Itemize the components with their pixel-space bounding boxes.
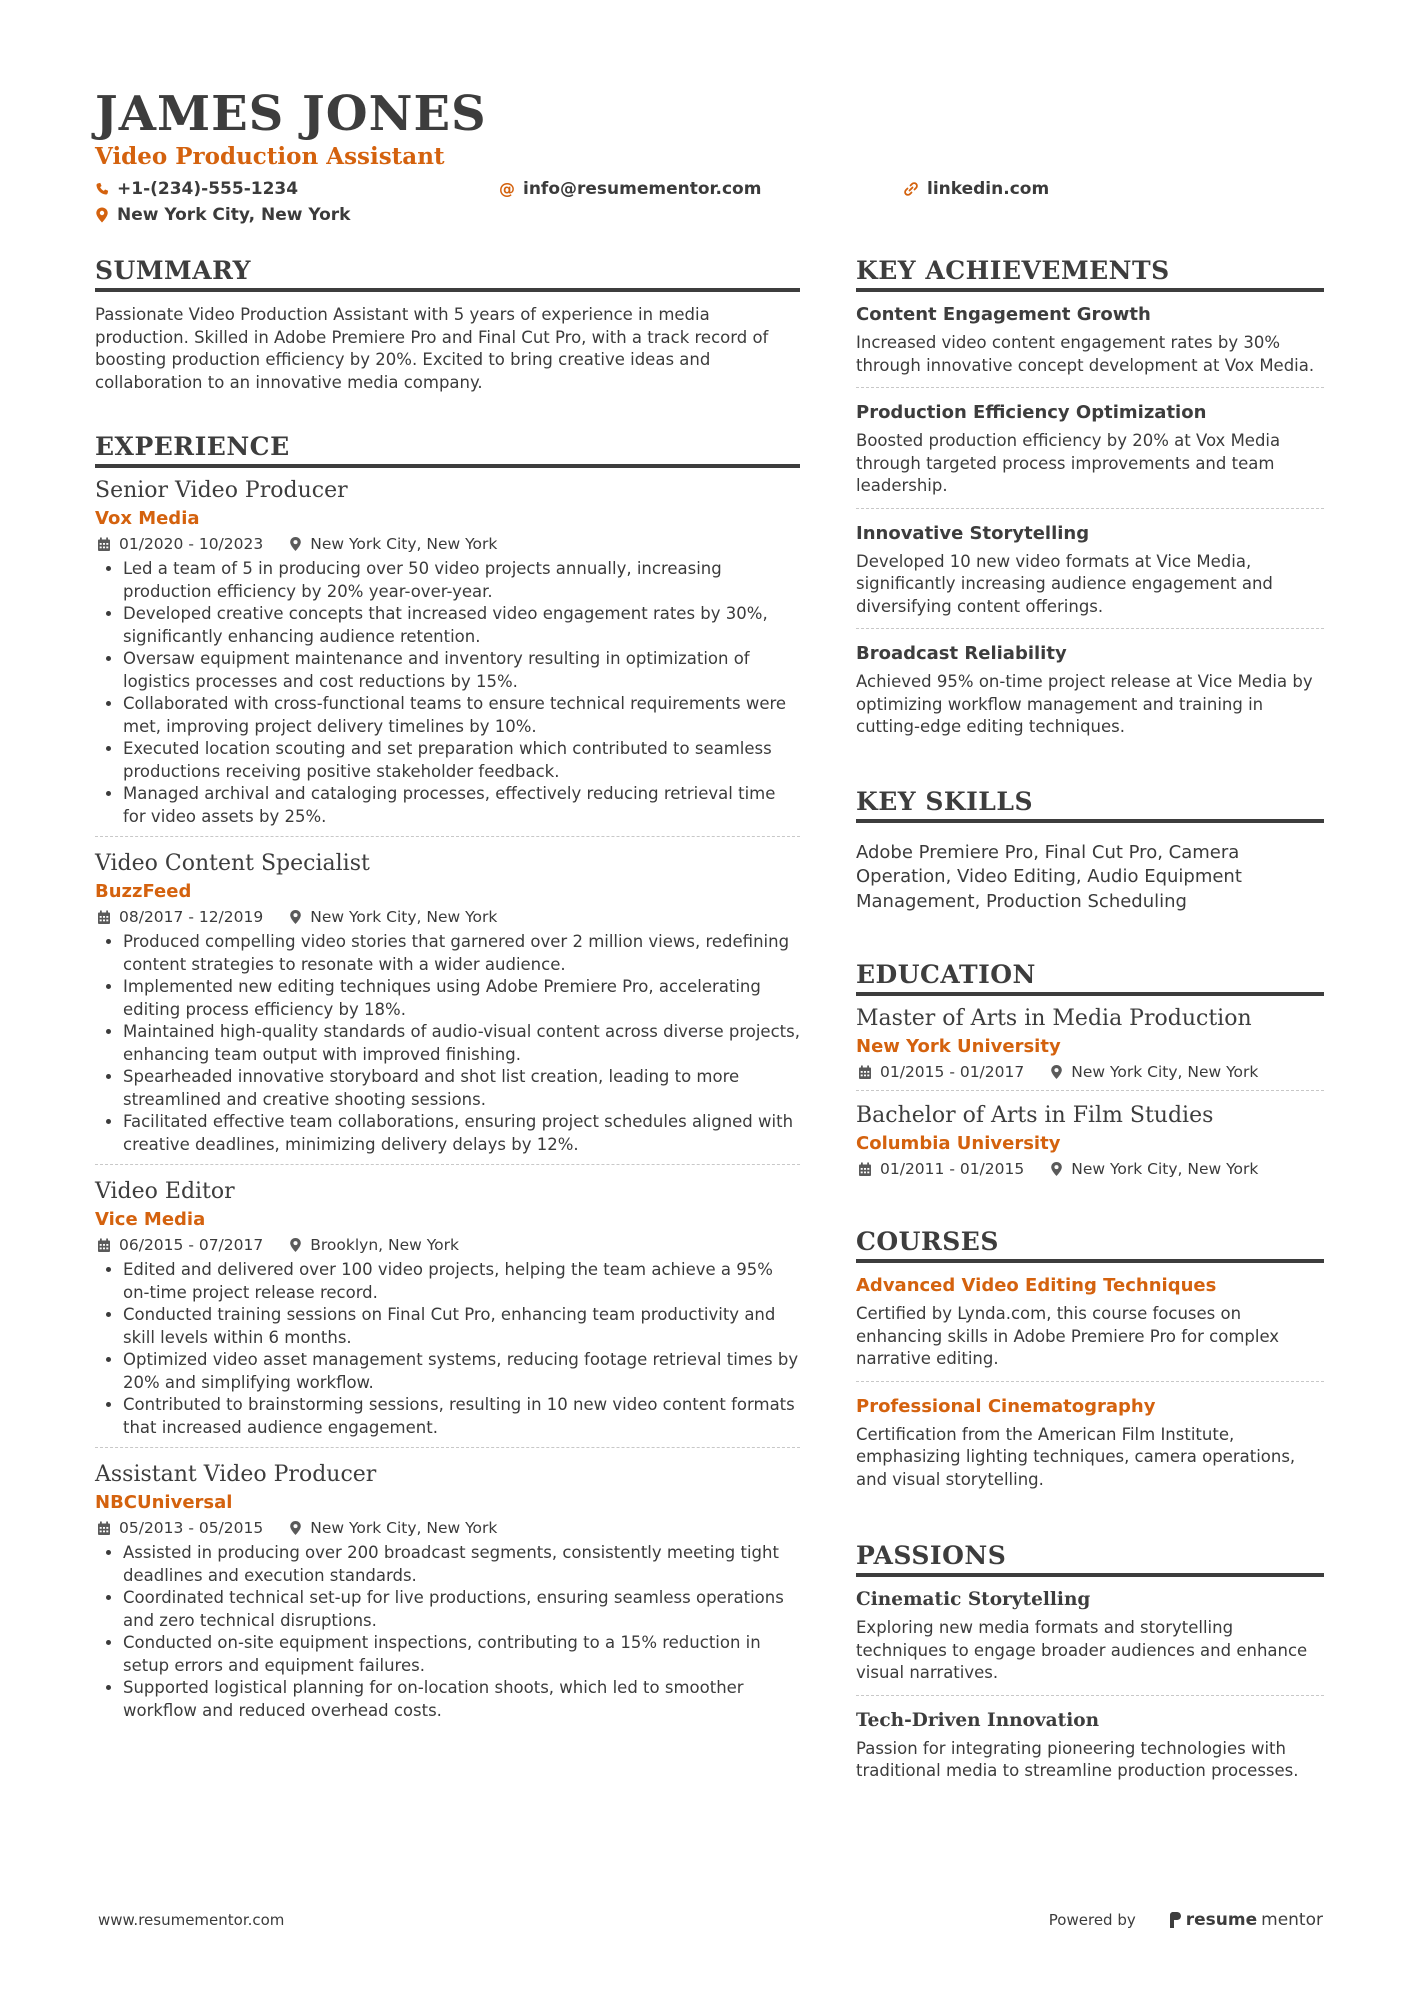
- phone-text: +1-(234)-555-1234: [117, 179, 299, 199]
- passion-item: [856, 1577, 1324, 1696]
- bullet-item: • Facilitated effective team collaborations, ensuring project schedules aligned with creative deadlines, minimizing delivery delays by 12%.: [123, 1111, 800, 1156]
- page-footer: [98, 1910, 1323, 1930]
- courses-list: [856, 1263, 1324, 1501]
- bullet-item: • Produced compelling video stories that garnered over 2 million views, redefining content strategies to resonate with a wider audience.: [123, 931, 800, 976]
- location-pin-icon: [289, 536, 302, 552]
- job-location: [289, 1233, 459, 1257]
- course-title: Professional Cinematography: [856, 1395, 1156, 1417]
- candidate-name: JAMES JONES: [95, 86, 487, 142]
- skills-text: Adobe Premiere Pro, Final Cut Pro, Camera Operation, Video Editing, Audio Equipment Management, Production Scheduling: [856, 841, 1242, 912]
- job-title: Senior Video Producer: [95, 478, 348, 503]
- job-location: [289, 532, 497, 556]
- company-name: Vice Media: [95, 1209, 206, 1230]
- bullet-item: • Optimized video asset management systems, reducing footage retrieval times by 20% and simplifying workflow.: [123, 1349, 800, 1394]
- summary-text: Passionate Video Production Assistant with 5 years of experience in media production. Skilled in Adobe Premiere Pro and Final Cut Pro, with a track record of boosting production efficiency by 20%. Excited to bring creative ideas and collaboration to an innovative media company.: [95, 305, 769, 392]
- date-range: [858, 1157, 1024, 1181]
- bullet-item: • Executed location scouting and set preparation which contributed to seamless productions receiving positive stakeholder feedback.: [123, 738, 800, 783]
- location-text: New York City, New York: [310, 535, 498, 553]
- job-entry: [95, 837, 800, 1165]
- date-range: [97, 905, 263, 929]
- date-text: 01/2020 - 10/2023: [119, 535, 264, 553]
- job-bullets: [95, 931, 800, 1156]
- link-icon: [903, 181, 919, 197]
- achievement-item: [856, 292, 1324, 388]
- bullet-item: • Edited and delivered over 100 video projects, helping the team achieve a 95% on-time project release record.: [123, 1259, 800, 1304]
- job-location: [289, 1516, 497, 1540]
- date-text: 01/2011 - 01/2015: [880, 1160, 1025, 1178]
- phone-icon: [95, 182, 109, 196]
- achievement-text: Increased video content engagement rates by 30% through innovative concept development at Vox Media.: [856, 333, 1315, 375]
- passion-item: [856, 1696, 1324, 1793]
- brand-name-b: mentor: [1261, 1910, 1323, 1930]
- job-entry: [95, 468, 800, 837]
- date-location-row: [97, 532, 800, 556]
- summary-heading: SUMMARY: [95, 256, 800, 292]
- passion-title: Cinematic Storytelling: [856, 1589, 1091, 1610]
- location-text: New York City, New York: [310, 908, 498, 926]
- powered-by: [1049, 1910, 1323, 1930]
- contact-linkedin[interactable]: [903, 178, 1049, 200]
- degree-name: Bachelor of Arts in Film Studies: [856, 1103, 1214, 1128]
- bullet-item: • Collaborated with cross-functional teams to ensure technical requirements were met, improving project delivery timelines by 10%.: [123, 693, 800, 738]
- contact-row: [95, 178, 1325, 200]
- skills-section: [856, 787, 1324, 915]
- date-text: 05/2013 - 05/2015: [119, 1519, 264, 1537]
- date-location-row: [858, 1060, 1324, 1084]
- location-text: New York City, New York: [1071, 1160, 1259, 1178]
- bullet-item: • Contributed to brainstorming sessions, resulting in 10 new video content formats that increased audience engagement.: [123, 1394, 800, 1439]
- course-text: Certified by Lynda.com, this course focuses on enhancing skills in Adobe Premiere Pro for complex narrative editing.: [856, 1304, 1280, 1368]
- education-heading: EDUCATION: [856, 960, 1324, 996]
- job-bullets: [95, 558, 800, 828]
- passions-heading: PASSIONS: [856, 1541, 1324, 1577]
- powered-by-label: Powered by: [1048, 1911, 1136, 1929]
- achievement-title: Broadcast Reliability: [856, 643, 1067, 664]
- bullet-item: • Developed creative concepts that increased video engagement rates by 30%, significantly enhancing audience retention.: [123, 603, 800, 648]
- achievements-list: [856, 292, 1324, 749]
- date-location-row: [97, 905, 800, 929]
- contact-location: [95, 204, 350, 226]
- education-item: [856, 996, 1324, 1091]
- courses-heading: COURSES: [856, 1227, 1324, 1263]
- location-text: New York City, New York: [1071, 1063, 1259, 1081]
- course-item: [856, 1263, 1324, 1382]
- contact-phone[interactable]: [95, 178, 499, 200]
- contact-row-2: [95, 204, 1325, 226]
- right-column: [856, 256, 1324, 1793]
- achievement-title: Innovative Storytelling: [856, 522, 1090, 544]
- achievement-item: [856, 629, 1324, 749]
- location-pin-icon: [289, 909, 302, 925]
- date-location-row: [858, 1157, 1324, 1181]
- passions-section: [856, 1541, 1324, 1793]
- achievement-item: [856, 509, 1324, 630]
- job-location: [1050, 1060, 1258, 1084]
- course-text: Certification from the American Film Institute, emphasizing lighting techniques, camera operations, and visual storytelling.: [856, 1424, 1296, 1489]
- job-entry: [95, 1448, 800, 1730]
- passions-list: [856, 1577, 1324, 1793]
- bullet-item: • Assisted in producing over 200 broadcast segments, consistently meeting tight deadlines and execution standards.: [123, 1542, 800, 1587]
- job-bullets: [95, 1542, 800, 1722]
- date-range: [97, 1233, 263, 1257]
- course-item: [856, 1382, 1324, 1502]
- bullet-item: • Managed archival and cataloging processes, effectively reducing retrieval time for video assets by 25%.: [123, 783, 800, 828]
- brand-logo[interactable]: [1168, 1910, 1323, 1930]
- contact-email[interactable]: [499, 178, 903, 200]
- linkedin-text: linkedin.com: [927, 179, 1050, 199]
- resume-header: [95, 86, 1325, 226]
- achievement-title: Production Efficiency Optimization: [856, 402, 1207, 423]
- achievements-section: [856, 256, 1324, 749]
- resumementor-logo-icon: [1168, 1911, 1182, 1929]
- date-location-row: [97, 1516, 800, 1540]
- brand-name-a: resume: [1185, 1910, 1258, 1930]
- location-pin-icon: [289, 1520, 302, 1536]
- education-item: [856, 1091, 1324, 1187]
- bullet-item: • Led a team of 5 in producing over 50 video projects annually, increasing production efficiency by 20% year-over-year.: [123, 558, 800, 603]
- passion-text: Exploring new media formats and storytelling techniques to engage broader audiences and enhance visual narratives.: [856, 1618, 1308, 1682]
- achievement-title: Content Engagement Growth: [856, 304, 1151, 325]
- degree-name: Master of Arts in Media Production: [856, 1006, 1252, 1031]
- company-name: Vox Media: [95, 508, 200, 529]
- calendar-icon: [858, 1162, 872, 1177]
- bullet-item: • Spearheaded innovative storyboard and shot list creation, leading to more streamlined and creative shooting sessions.: [123, 1066, 800, 1111]
- education-list: [856, 996, 1324, 1187]
- education-section: [856, 960, 1324, 1187]
- passion-text: Passion for integrating pioneering technologies with traditional media to streamline production processes.: [856, 1738, 1299, 1780]
- job-title: Assistant Video Producer: [95, 1462, 377, 1487]
- date-range: [97, 1516, 263, 1540]
- date-text: 01/2015 - 01/2017: [880, 1063, 1025, 1081]
- date-range: [858, 1060, 1024, 1084]
- location-pin-icon: [1050, 1161, 1063, 1177]
- email-text: info@resumementor.com: [523, 179, 762, 199]
- date-range: [97, 532, 263, 556]
- course-title: Advanced Video Editing Techniques: [856, 1275, 1217, 1296]
- footer-website[interactable]: www.resumementor.com: [98, 1911, 285, 1929]
- summary-section: [95, 256, 800, 394]
- achievement-text: Achieved 95% on-time project release at Vice Media by optimizing workflow management and training in cutting-edge editing techniques.: [856, 672, 1313, 736]
- candidate-title: Video Production Assistant: [95, 143, 445, 170]
- location-pin-icon: [289, 1237, 302, 1253]
- bullet-item: • Coordinated technical set-up for live productions, ensuring seamless operations and zero technical disruptions.: [123, 1587, 800, 1632]
- calendar-icon: [858, 1065, 872, 1080]
- school-name: New York University: [856, 1036, 1061, 1057]
- left-column: [95, 256, 800, 1730]
- calendar-icon: [97, 537, 111, 552]
- bullet-item: • Maintained high-quality standards of audio-visual content across diverse projects, enhancing team output with improved finishing.: [123, 1021, 800, 1066]
- date-text: 08/2017 - 12/2019: [119, 908, 264, 926]
- experience-section: [95, 432, 800, 1730]
- experience-list: [95, 468, 800, 1730]
- achievement-item: [856, 388, 1324, 509]
- calendar-icon: [97, 1238, 111, 1253]
- achievement-text: Boosted production efficiency by 20% at Vox Media through targeted process improvements and team leadership.: [856, 431, 1281, 495]
- location-pin-icon: [1050, 1064, 1063, 1080]
- job-title: Video Content Specialist: [95, 851, 370, 876]
- courses-section: [856, 1227, 1324, 1501]
- location-text: New York City, New York: [310, 1519, 498, 1537]
- at-icon: @: [499, 179, 515, 198]
- bullet-item: • Oversaw equipment maintenance and inventory resulting in optimization of logistics processes and cost reductions by 15%.: [123, 648, 800, 693]
- achievements-heading: KEY ACHIEVEMENTS: [856, 256, 1324, 292]
- company-name: NBCUniversal: [95, 1492, 233, 1513]
- location-text: New York City, New York: [117, 205, 351, 225]
- bullet-item: • Conducted on-site equipment inspections, contributing to a 15% reduction in setup errors and equipment failures.: [123, 1632, 800, 1677]
- bullet-item: • Supported logistical planning for on-location shoots, which led to smoother workflow and reduced overhead costs.: [123, 1677, 800, 1722]
- job-location: [1050, 1157, 1258, 1181]
- job-bullets: [95, 1259, 800, 1439]
- date-text: 06/2015 - 07/2017: [119, 1236, 264, 1254]
- date-location-row: [97, 1233, 800, 1257]
- skills-heading: KEY SKILLS: [856, 787, 1324, 823]
- school-name: Columbia University: [856, 1133, 1061, 1154]
- location-pin-icon: [95, 207, 109, 223]
- experience-heading: EXPERIENCE: [95, 432, 800, 468]
- job-location: [289, 905, 497, 929]
- passion-title: Tech-Driven Innovation: [856, 1709, 1100, 1731]
- job-entry: [95, 1165, 800, 1448]
- achievement-text: Developed 10 new video formats at Vice Media, significantly increasing audience engagement and diversifying content offerings.: [856, 551, 1273, 616]
- calendar-icon: [97, 1521, 111, 1536]
- company-name: BuzzFeed: [95, 881, 192, 902]
- bullet-item: • Implemented new editing techniques using Adobe Premiere Pro, accelerating editing process efficiency by 18%.: [123, 976, 800, 1021]
- location-text: Brooklyn, New York: [310, 1236, 459, 1254]
- bullet-item: • Conducted training sessions on Final Cut Pro, enhancing team productivity and skill levels within 6 months.: [123, 1304, 800, 1349]
- job-title: Video Editor: [95, 1179, 235, 1204]
- calendar-icon: [97, 910, 111, 925]
